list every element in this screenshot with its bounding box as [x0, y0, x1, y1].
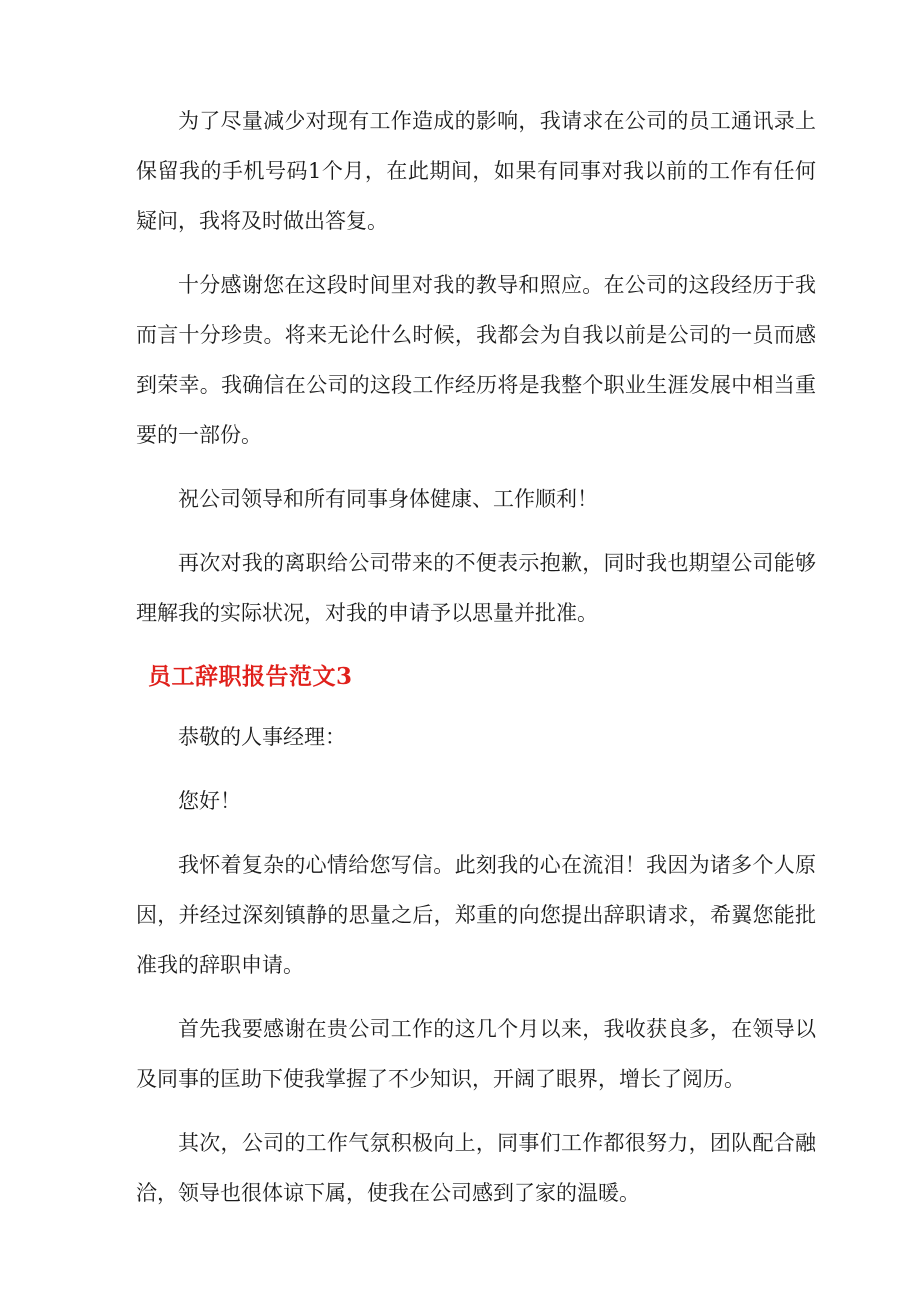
paragraph-apology: 再次对我的离职给公司带来的不便表示抱歉，同时我也期望公司能够理解我的实际状况，对我的申请予以思量并批准。	[136, 551, 816, 625]
paragraph-contact-retention: 为了尽量减少对现有工作造成的影响，我请求在公司的员工通讯录上保留我的手机号码1个月，在此期间，如果有同事对我以前的工作有任何疑问，我将及时做出答复。	[136, 109, 816, 233]
section-heading: 员工辞职报告范文3	[148, 663, 353, 690]
paragraph-resignation-request: 我怀着复杂的心情给您写信。此刻我的心在流泪！我因为诸多个人原因，并经过深刻镇静的思量之后，郑重的向您提出辞职请求，希翼您能批准我的辞职申请。	[136, 853, 816, 977]
paragraph-wishes: 祝公司领导和所有同事身体健康、工作顺利！	[178, 487, 598, 511]
paragraph-gratitude: 十分感谢您在这段时间里对我的教导和照应。在公司的这段经历于我而言十分珍贵。将来无论什么时候，我都会为自我以前是公司的一员而感到荣幸。我确信在公司的这段工作经历将是我整个职业生涯发展中相当重要的一部份。	[136, 273, 816, 447]
greeting: 您好！	[178, 789, 241, 813]
document-body	[136, 96, 816, 1232]
salutation: 恭敬的人事经理：	[178, 725, 346, 749]
paragraph-atmosphere: 其次，公司的工作气氛积极向上，同事们工作都很努力，团队配合融洽，领导也很体谅下属，使我在公司感到了家的温暖。	[136, 1131, 816, 1205]
paragraph-thanks: 首先我要感谢在贵公司工作的这几个月以来，我收获良多，在领导以及同事的匡助下使我掌握了不少知识，开阔了眼界，增长了阅历。	[136, 1017, 816, 1091]
